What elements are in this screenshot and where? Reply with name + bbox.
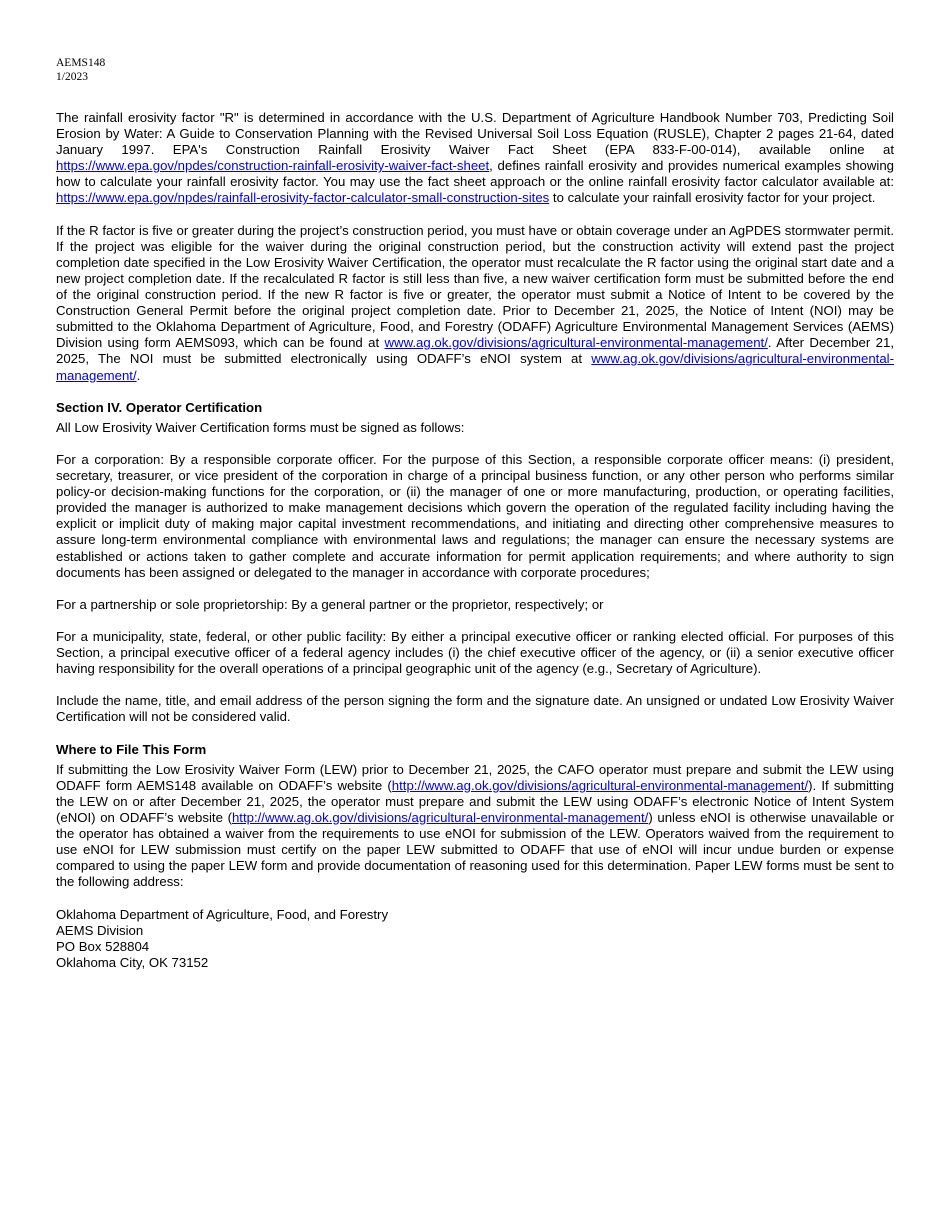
document-page — [56, 56, 894, 971]
mailing-address — [56, 907, 894, 971]
address-line-4: Oklahoma City, OK 73152 — [56, 954, 209, 970]
address-line-2: AEMS Division — [56, 922, 144, 938]
form-date: 1/2023 — [56, 71, 88, 83]
section-iv-intro: All Low Erosivity Waiver Certification forms must be signed as follows: — [56, 419, 465, 435]
epa-fact-sheet-link[interactable]: https://www.epa.gov/npdes/construction-rainfall-erosivity-waiver-fact-sheet — [56, 158, 490, 174]
partnership-paragraph: For a partnership or sole proprietorship: By a general partner or the proprietor, respectively; or — [56, 596, 604, 612]
form-id: AEMS148 — [56, 57, 106, 69]
address-line-1: Oklahoma Department of Agriculture, Food, and Forestry — [56, 906, 389, 922]
municipality-paragraph: For a municipality, state, federal, or other public facility: By either a principal executive officer or ranking elected official. For purposes of this Section, a principal executive officer of a federal agency includes (i) the chief executive officer of the agency, or (ii) a senior executive officer having responsibility for the overall operations of a principal geographic unit of the agency (e.g., Secretary of Agriculture). — [56, 629, 894, 677]
odaff-enoi-website-link[interactable]: http://www.ag.ok.gov/divisions/agricultural-environmental-management/ — [231, 810, 649, 826]
address-line-3: PO Box 528804 — [56, 938, 150, 954]
rfactor-paragraph: The rainfall erosivity factor "R" is determined in accordance with the U.S. Department of Agriculture Handbook Number 703, Predicting Soil Erosion by Water: A Guide to Conservation Planning with the Revised Universal Soil Loss Equation (RUSLE), Chapter 2 pages 21-64, dated January 1997. EPA's Construction Rainfall Erosivity Waiver Fact Sheet (EPA 833-F-00-014), available online at https://www.epa.gov/npdes/construction-rainfall-erosivity-waiver-fact-sheet, defines rainfall erosivity and provides numerical examples showing how to calculate your rainfall erosivity factor. You may use the fact sheet approach or the online rainfall erosivity factor calculator available at: https://www.epa.gov/npdes/rainfall-erosivity-factor-calculator-small-construction-sites to calculate your rainfall erosivity factor for your project. — [56, 110, 894, 206]
epa-calculator-link[interactable]: https://www.epa.gov/npdes/rainfall-erosivity-factor-calculator-small-construction-sites — [56, 190, 550, 206]
corporation-paragraph: For a corporation: By a responsible corporate officer. For the purpose of this Section, a responsible corporate officer means: (i) president, secretary, treasurer, or vice president of the corporation in charge of a principal business function, or any other person who performs similar policy-or decision-making functions for the corporation, or (ii) the manager of one or more manufacturing, production, or operating facilities, provided the manager is authorized to make management decisions which govern the operation of the regulated facility including having the explicit or implicit duty of making major capital investment recommendations, and initiating and directing other comprehensive measures to assure long-term environmental compliance with environmental laws and regulations; the manager can ensure the necessary systems are established or actions taken to gather complete and accurate information for permit application requirements; and where authority to sign documents has been assigned or delegated to the manager in accordance with corporate procedures; — [56, 451, 894, 580]
rfactor-coverage-paragraph: If the R factor is five or greater during the project’s construction period, you must have or obtain coverage under an AgPDES stormwater permit. If the project was eligible for the waiver during the original construction period, but the construction activity will extend past the project completion date specified in the Low Erosivity Waiver Certification, the operator must recalculate the R factor using the original start date and a new project completion date. If the recalculated R factor is still less than five, a new waiver certification form must be submitted before the end of the original construction period. If the new R factor is five or greater, the operator must submit a Notice of Intent to be covered by the Construction General Permit before the original project completion date. Prior to December 21, 2025, the Notice of Intent (NOI) may be submitted to the Oklahoma Department of Agriculture, Food, and Forestry (ODAFF) Agriculture Environmental Management Services (AEMS) Division using form AEMS093, which can be found at www.ag.ok.gov/divisions/agricultural-environmental-management/. After December 21, 2025, The NOI must be submitted electronically using ODAFF’s eNOI system at www.ag.ok.gov/divisions/agricultural-environmental-management/. — [56, 222, 894, 383]
include-paragraph: Include the name, title, and email address of the person signing the form and the signature date. An unsigned or undated Low Erosivity Waiver Certification will not be considered valid. — [56, 693, 894, 725]
section-iv-heading: Section IV. Operator Certification — [56, 399, 263, 415]
odaff-website-link[interactable]: http://www.ag.ok.gov/divisions/agricultural-environmental-management/ — [391, 777, 809, 793]
odaff-aems-link[interactable]: www.ag.ok.gov/divisions/agricultural-environmental-management/ — [384, 335, 768, 351]
document-header — [56, 56, 894, 84]
where-to-file-paragraph: If submitting the Low Erosivity Waiver Form (LEW) prior to December 21, 2025, the CAFO operator must prepare and submit the LEW using ODAFF form AEMS148 available on ODAFF’s website (http://www.ag.ok.gov/divisions/agricultural-environmental-management/). If submitting the LEW on or after December 21, 2025, the operator must prepare and submit the LEW using ODAFF’s electronic Notice of Intent System (eNOI) on ODAFF’s website (http://www.ag.ok.gov/divisions/agricultural-environmental-management/) unless eNOI is otherwise unavailable or the operator has obtained a waiver from the requirements to use eNOI for submission of the LEW. Operators waived from the requirement to use eNOI for LEW submission must certify on the paper LEW submitted to ODAFF that use of eNOI will incur undue burden or expense compared to using the paper LEW form and provide documentation of reasoning used for this determination. Paper LEW forms must be sent to the following address: — [56, 761, 894, 890]
odaff-enoi-link[interactable]: www.ag.ok.gov/divisions/agricultural-environmental-management/ — [56, 351, 894, 383]
where-to-file-heading: Where to File This Form — [56, 741, 207, 757]
